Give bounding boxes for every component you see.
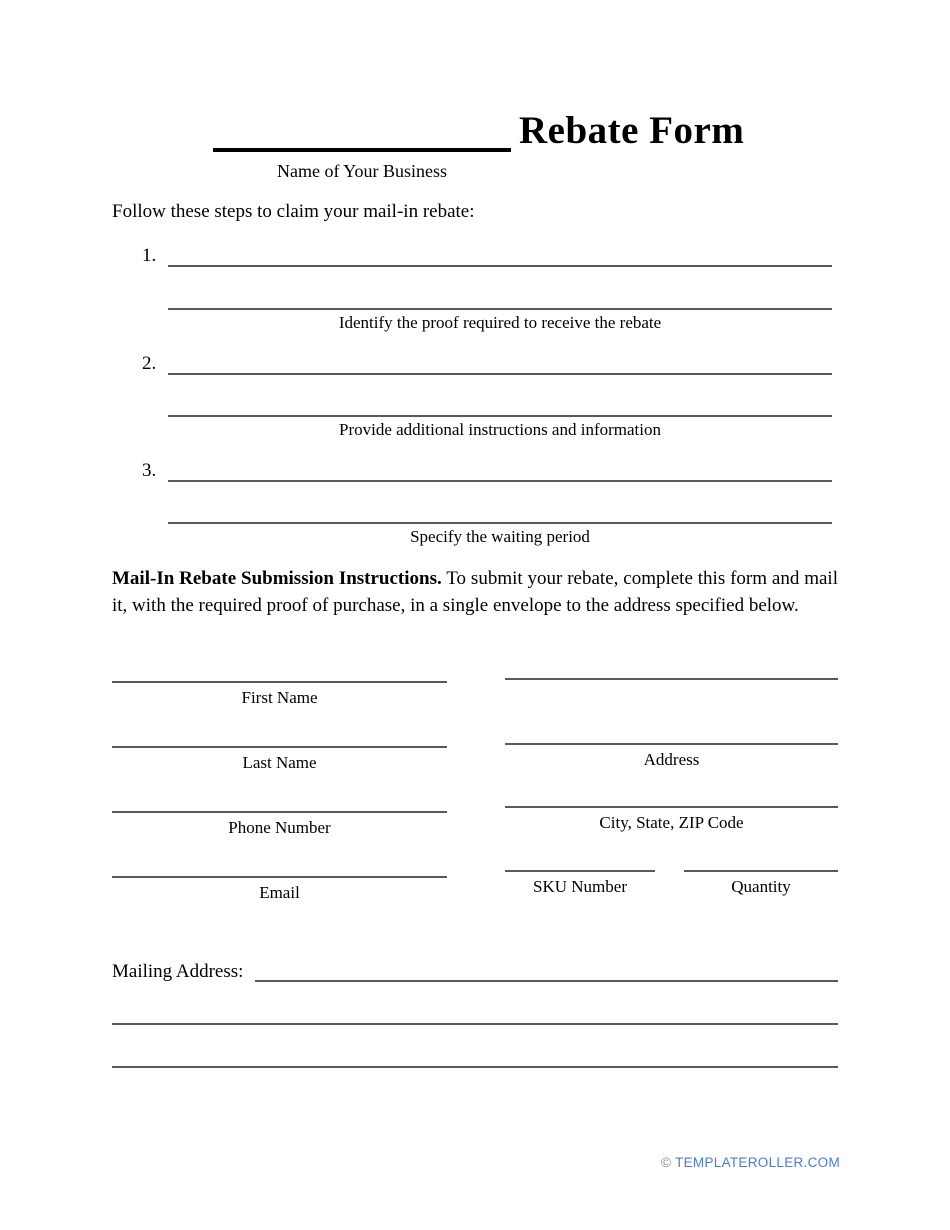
step-2-number: 2.	[142, 353, 157, 374]
intro-text: Follow these steps to claim your mail-in rebate:	[112, 201, 475, 222]
sku-number-label: SKU Number	[533, 877, 627, 896]
business-name-blank-line[interactable]	[213, 148, 511, 152]
sku-quantity-row	[505, 870, 838, 897]
footer	[661, 1155, 840, 1170]
step-3-answer-line-2[interactable]	[168, 522, 832, 524]
phone-number-field	[112, 811, 447, 838]
phone-number-label: Phone Number	[228, 818, 331, 837]
city-state-zip-field	[505, 806, 838, 833]
last-name-label: Last Name	[242, 753, 317, 772]
step-3-number: 3.	[142, 460, 157, 481]
submission-instructions-body: To submit your rebate, complete this form and mail it, with the required proof of purchase, in a single envelope to the address specified below.	[112, 568, 838, 616]
address-field-line-1	[505, 678, 838, 680]
step-1-answer-line-2[interactable]	[168, 308, 832, 310]
page-title: Rebate Form	[519, 109, 745, 152]
first-name-label: First Name	[241, 688, 318, 707]
address-label: Address	[643, 750, 700, 769]
sku-number-field	[505, 870, 655, 897]
email-label: Email	[259, 883, 300, 902]
mailing-address-label: Mailing Address:	[112, 961, 244, 982]
step-3-caption: Specify the waiting period	[410, 527, 590, 546]
mailing-address-row	[112, 961, 838, 983]
step-1-number: 1.	[142, 245, 157, 266]
sku-quantity-gap	[655, 870, 684, 897]
templateroller-link[interactable]: TEMPLATEROLLER.COM	[675, 1155, 840, 1170]
quantity-field	[684, 870, 838, 897]
address-field-line-2	[505, 743, 838, 770]
last-name-field	[112, 746, 447, 773]
submission-instructions	[112, 565, 838, 619]
quantity-label: Quantity	[731, 877, 791, 896]
step-2-caption: Provide additional instructions and information	[338, 420, 661, 439]
step-1-caption: Identify the proof required to receive the rebate	[338, 313, 662, 332]
submission-instructions-lead: Mail-In Rebate Submission Instructions.	[112, 568, 442, 589]
business-name-caption: Name of Your Business	[276, 161, 447, 181]
first-name-field	[112, 681, 447, 708]
email-field	[112, 876, 447, 903]
step-2-answer-line-1[interactable]	[168, 373, 832, 375]
step-2-answer-line-2[interactable]	[168, 415, 832, 417]
step-3-answer-line-1[interactable]	[168, 480, 832, 482]
step-1-answer-line-1[interactable]	[168, 265, 832, 267]
mailing-address-line-1[interactable]	[255, 961, 838, 982]
mailing-address-line-3[interactable]	[112, 1066, 838, 1068]
copyright-icon: ©	[661, 1155, 672, 1170]
address-line-1[interactable]	[505, 678, 838, 680]
mailing-address-line-2[interactable]	[112, 1023, 838, 1025]
city-state-zip-label: City, State, ZIP Code	[599, 813, 744, 832]
